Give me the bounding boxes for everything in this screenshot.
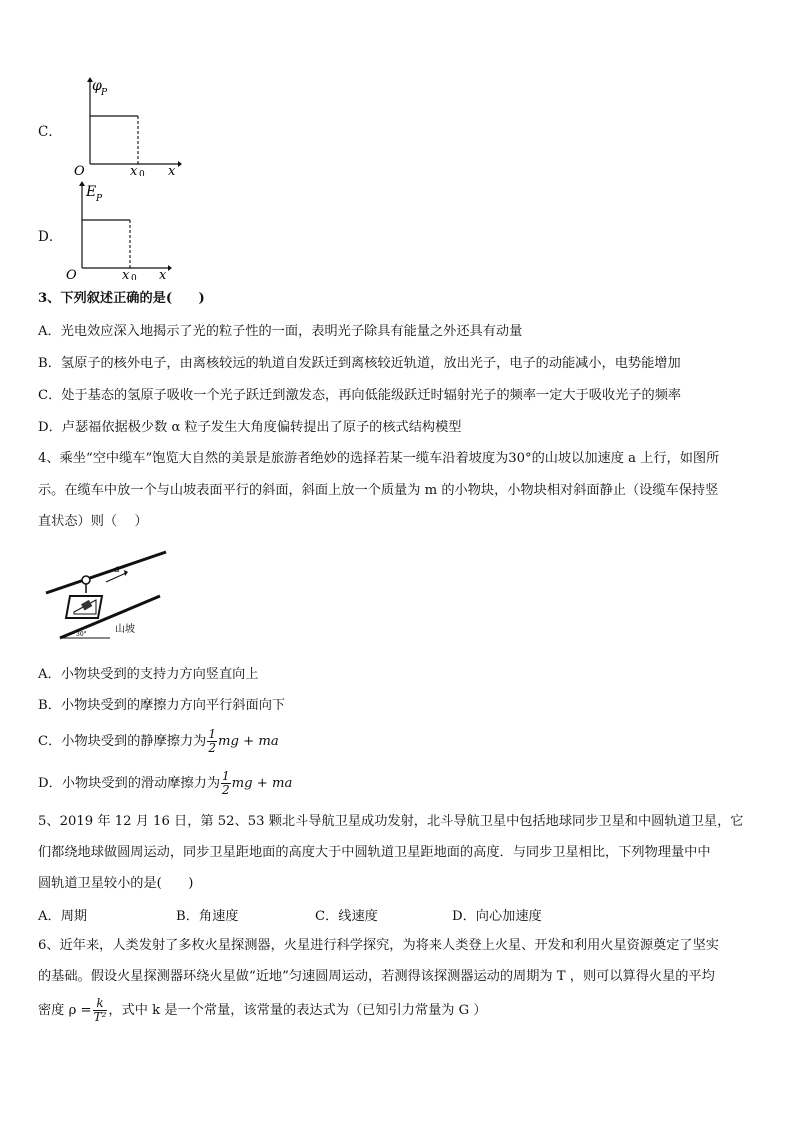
frac-num: k (93, 997, 108, 1011)
graph-c-xtick: x (130, 164, 138, 176)
q5-option-c: C．线速度 (315, 909, 378, 924)
q5-option-d: D．向心加速度 (452, 909, 542, 924)
frac-den: 2 (222, 783, 230, 797)
q3-option-b: B．氢原子的核外电子，由离核较远的轨道自发跃迁到离核较近轨道，放出光子，电子的动能减小，电势能增加 (38, 356, 681, 371)
slope-label: 山坡 (115, 624, 135, 635)
q6-line3-prefix: 密度 ρ = (38, 1003, 92, 1018)
q3-option-a: A．光电效应深入地揭示了光的粒子性的一面，表明光子除具有能量之外还具有动量 (38, 324, 523, 339)
q4-stem-line2: 示。在缆车中放一个与山坡表面平行的斜面，斜面上放一个质量为 m 的小物块，小物块相对斜面静止（设缆车保持竖 (38, 483, 719, 498)
q6-line3-suffix: ，式中 k 是一个常量，该常量的表达式为（已知引力常量为 G ） (108, 1003, 487, 1018)
angle-label: 30° (76, 631, 87, 638)
graph-d-origin: O (66, 268, 77, 280)
q3-option-c: C．处于基态的氢原子吸收一个光子跃迁到激发态，再向低能级跃迁时辐射光子的频率一定大于吸收光子的频率 (38, 388, 682, 403)
q4-option-b: B．小物块受到的摩擦力方向平行斜面向下 (38, 698, 286, 713)
option-c-label: C． (38, 124, 62, 140)
frac-den: 2 (208, 741, 216, 755)
q6-line2: 的基础。假设火星探测器环绕火星做“近地”匀速圆周运动，若测得该探测器运动的周期为 T ，则可以算得火星的平均 (38, 969, 715, 984)
q5-option-a: A．周期 (38, 909, 88, 924)
fraction-half (221, 770, 231, 797)
q6-line3 (38, 994, 487, 1028)
graph-d (56, 180, 176, 280)
q4-option-d (38, 768, 292, 800)
frac-num: 1 (208, 727, 216, 741)
graph-d-xlabel: x (159, 268, 167, 280)
fraction-half (207, 728, 217, 755)
frac-num: 1 (222, 769, 230, 783)
graph-d-xtick: x (122, 268, 130, 280)
q4-option-c-text: C．小物块受到的静摩擦力为 (38, 734, 207, 749)
q3-option-d: D．卢瑟福依据极少数 α 粒子发生大角度偏转提出了原子的核式结构模型 (38, 420, 462, 435)
q5-line1: 5、2019 年 12 月 16 日，第 52、53 颗北斗导航卫星成功发射，北斗导航卫星中包括地球同步卫星和中圆轨道卫星，它 (38, 814, 744, 829)
graph-d-xtick-sub: 0 (131, 274, 137, 280)
graph-c-xtick-sub: 0 (139, 170, 145, 176)
q5-line2: 们都绕地球做圆周运动，同步卫星距地面的高度大于中圆轨道卫星距地面的高度．与同步卫星相比，下列物理量中中 (38, 845, 711, 860)
graph-c-origin: O (74, 164, 85, 176)
graph-d-ysub: P (96, 194, 103, 204)
accel-label: a (114, 564, 120, 575)
q4-option-a: A．小物块受到的支持力方向竖直向上 (38, 667, 259, 682)
frac-den: T² (93, 1010, 107, 1024)
graph-c-ylabel: φ (92, 78, 102, 94)
q4-option-c (38, 726, 279, 758)
q5-line3: 圆轨道卫星较小的是( ) (38, 876, 194, 891)
q4-stem-line3: 直状态）则（ ） (38, 514, 148, 529)
q6-line1: 6、近年来，人类发射了多枚火星探测器，火星进行科学探究，为将来人类登上火星、开发和利用火星资源奠定了坚实 (38, 938, 719, 953)
q5-option-b: B．角速度 (176, 909, 239, 924)
graph-c-xlabel: x (168, 164, 176, 176)
q4-option-d-expr: mg + ma (231, 776, 293, 791)
fraction-k-over-t2 (93, 997, 108, 1024)
graph-c (68, 76, 183, 176)
graph-d-ylabel: E (86, 184, 97, 200)
q4-option-c-expr: mg + ma (217, 734, 279, 749)
cable-car-figure (40, 548, 170, 648)
q3-stem: 3、下列叙述正确的是( ) (38, 291, 205, 306)
q4-stem-line1: 4、乘坐“空中缆车”饱览大自然的美景是旅游者绝妙的选择若某一缆车沿着坡度为30°的山坡以加速度 a 上行，如图所 (38, 451, 720, 466)
q4-option-d-text: D．小物块受到的滑动摩擦力为 (38, 776, 221, 791)
graph-c-ysub: P (101, 88, 108, 98)
option-d-label: D． (38, 229, 63, 245)
